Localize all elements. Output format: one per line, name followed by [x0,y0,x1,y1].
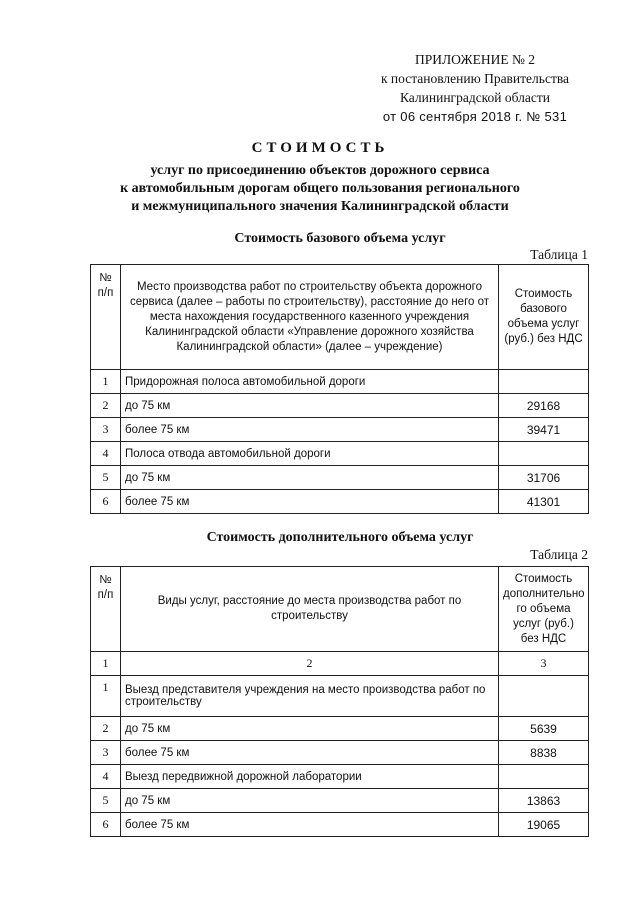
table-row [91,765,589,789]
table-row [91,813,589,837]
table-row [91,394,589,418]
row-desc: более 75 км [121,741,499,765]
row-desc: Полоса отвода автомобильной дороги [121,442,499,466]
header-kind: Виды услуг, расстояние до места производства работ по строительству [121,567,499,652]
header-cost: Стоимость базового объема услуг (руб.) без НДС [499,265,589,370]
table-row [91,676,589,717]
index-col-2: 2 [121,652,499,676]
row-num: 2 [91,394,121,418]
row-desc: Выезд передвижной дорожной лаборатории [121,765,499,789]
table-row [91,370,589,394]
row-num: 2 [91,717,121,741]
table-row [91,741,589,765]
row-num: 1 [91,370,121,394]
row-num: 4 [91,442,121,466]
table2-heading: Стоимость дополнительного объема услуг [206,530,474,545]
row-price: 5639 [499,717,589,741]
subtitle-line-1: услуг по присоединению объектов дорожного сервиса [150,163,490,178]
annex-region: Калининградской области [399,90,551,105]
table-row [91,789,589,813]
row-price: 41301 [499,490,589,514]
row-num: 3 [91,418,121,442]
row-price: 39471 [499,418,589,442]
document-title: СТОИМОСТЬ [251,140,389,156]
row-num: 5 [91,466,121,490]
row-price [499,676,589,717]
row-num: 5 [91,789,121,813]
row-desc: более 75 км [121,418,499,442]
row-price [499,370,589,394]
table-row [91,442,589,466]
row-num: 6 [91,490,121,514]
annex-reference: к постановлению Правительства [380,71,570,86]
annex-date: от 06 сентября 2018 г. № 531 [382,109,568,124]
annex-title: ПРИЛОЖЕНИЕ № 2 [414,52,536,67]
base-services-table [90,264,589,514]
table-row [91,418,589,442]
row-desc: более 75 км [121,490,499,514]
row-price: 8838 [499,741,589,765]
subtitle-line-2: к автомобильным дорогам общего пользования регионального [120,181,520,196]
table1-label: Таблица 1 [530,247,588,262]
row-desc: Придорожная полоса автомобильной дороги [121,370,499,394]
header-cost: Стоимость дополнительно го объема услуг (руб.) без НДС [499,567,589,652]
table-row [91,490,589,514]
row-desc: до 75 км [121,717,499,741]
annex-block [340,50,610,126]
index-col-1: 1 [91,652,121,676]
table-header-row [91,567,589,652]
table-header-row [91,265,589,370]
header-num: № п/п [91,567,121,652]
index-col-3: 3 [499,652,589,676]
row-desc: до 75 км [121,466,499,490]
row-price [499,765,589,789]
row-desc: до 75 км [121,789,499,813]
table1-heading: Стоимость базового объема услуг [234,231,446,246]
row-num: 3 [91,741,121,765]
row-desc: до 75 км [121,394,499,418]
table-row [91,717,589,741]
row-num: 4 [91,765,121,789]
row-price: 19065 [499,813,589,837]
row-num: 1 [91,676,121,717]
row-desc: Выезд представителя учреждения на место производства работ по строительству [121,676,499,717]
column-index-row [91,652,589,676]
row-price: 31706 [499,466,589,490]
document-subtitle [60,162,580,216]
row-desc: более 75 км [121,813,499,837]
table-row [91,466,589,490]
row-num: 6 [91,813,121,837]
row-price: 29168 [499,394,589,418]
row-price [499,442,589,466]
header-num: № п/п [91,265,121,370]
additional-services-table [90,566,589,837]
table2-label: Таблица 2 [530,547,588,562]
row-price: 13863 [499,789,589,813]
header-place: Место производства работ по строительству объекта дорожного сервиса (далее – работы по строительству), расстояние до него от места нахождения государственного казенного учреждения Калининградской области «Управление дорожного хозяйства Калининградской области» (далее – учреждение) [121,265,499,370]
subtitle-line-3: и межмуниципального значения Калининградской области [131,199,509,214]
